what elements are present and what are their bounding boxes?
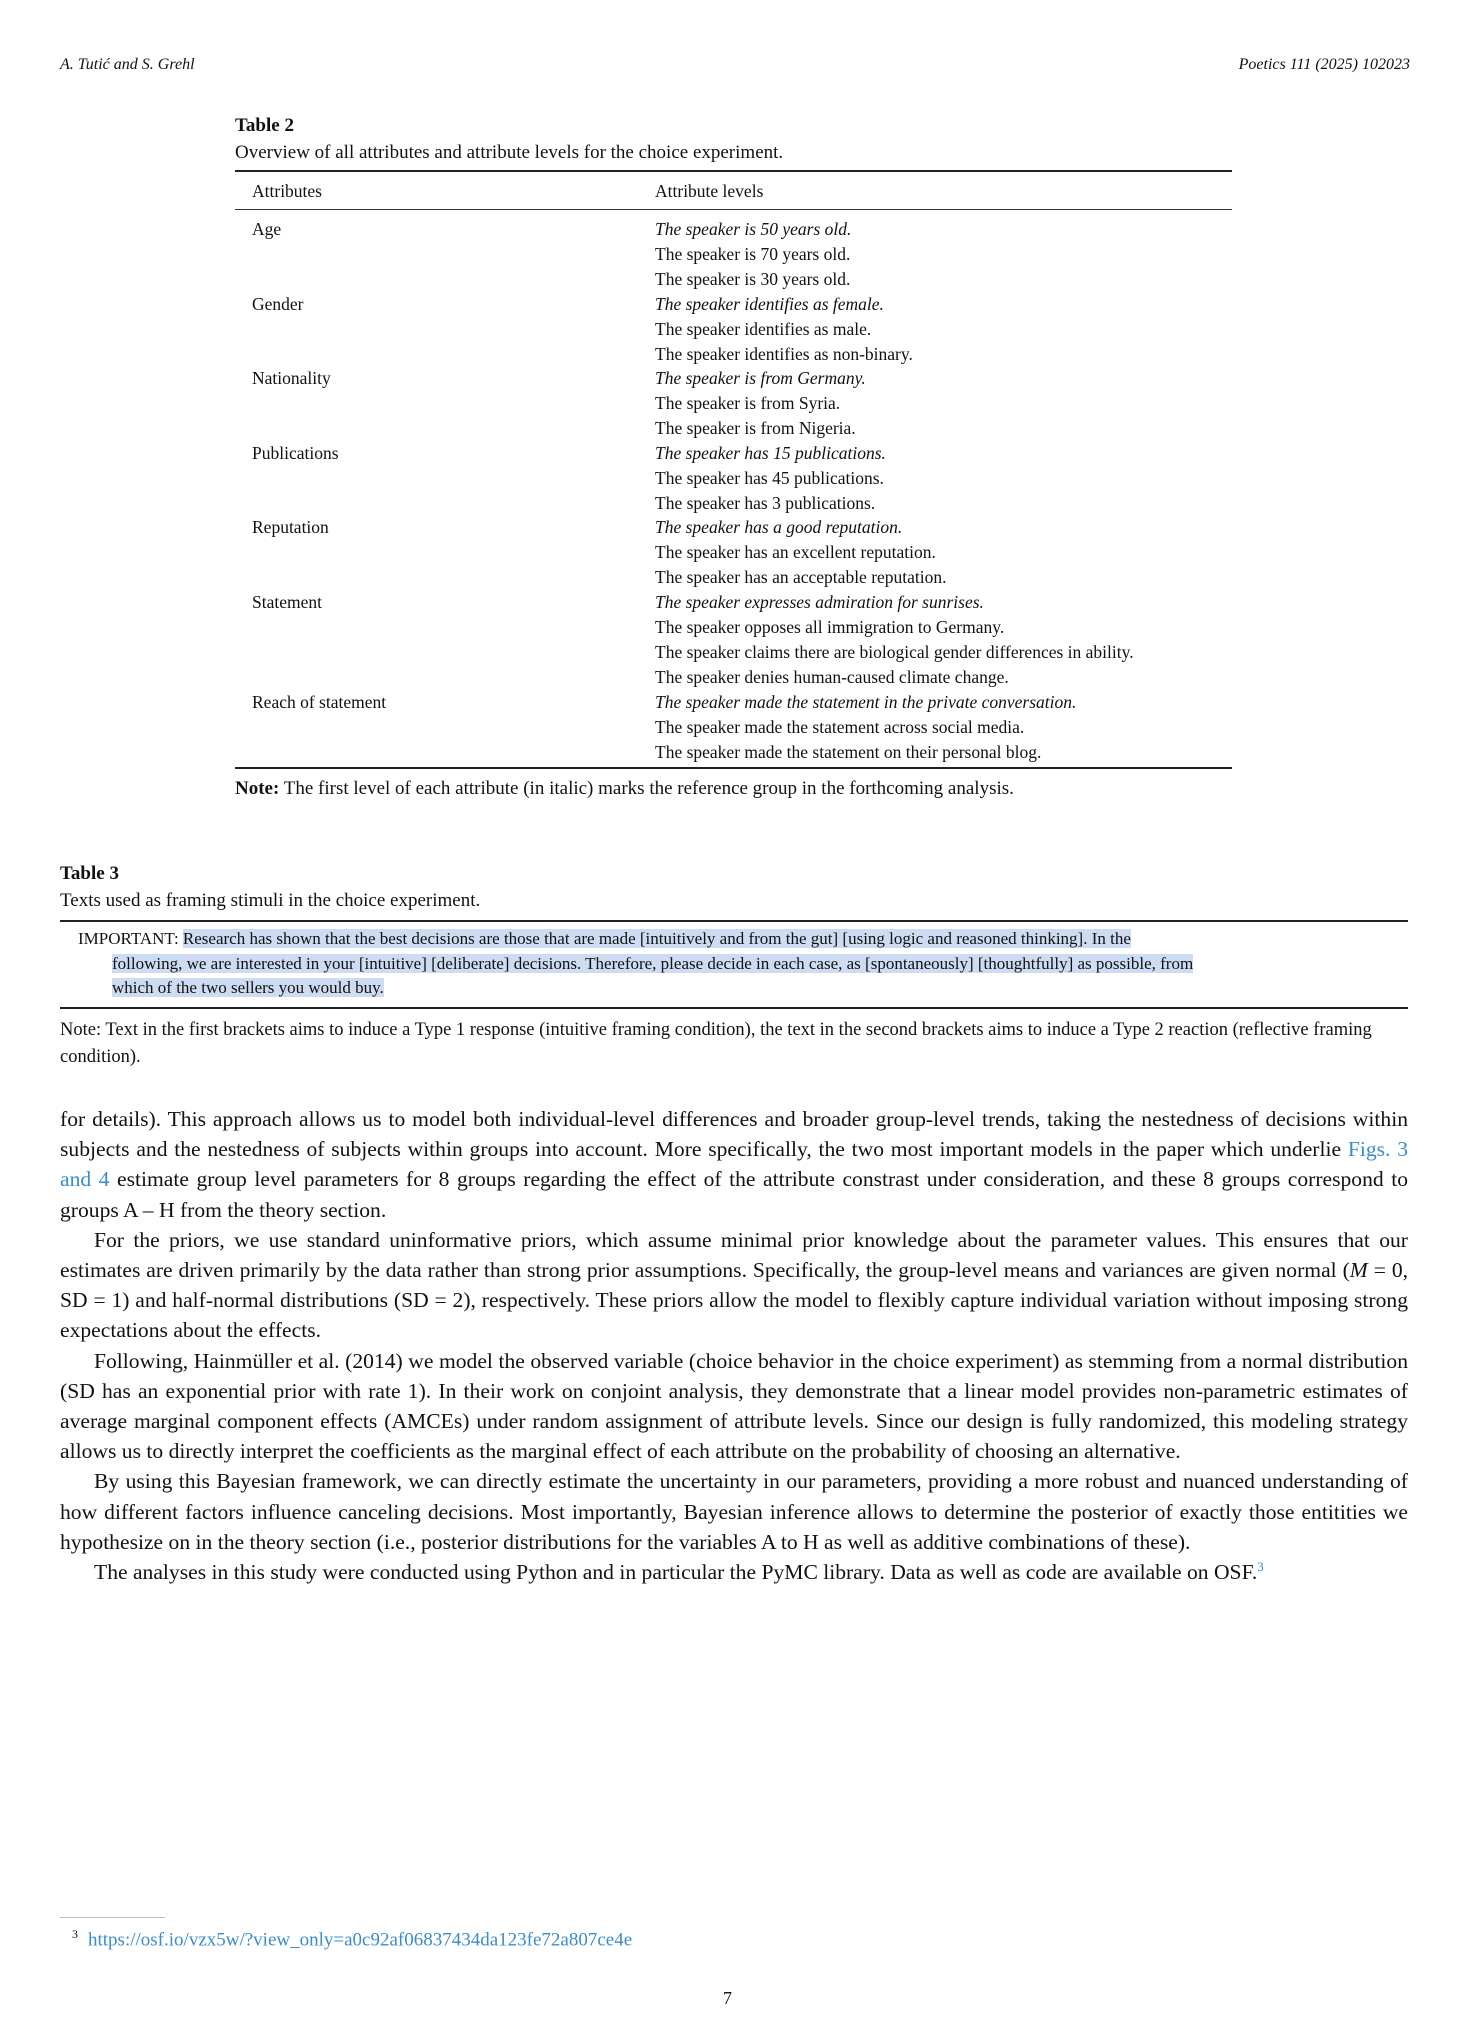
level: The speaker has 3 publications. [655, 492, 876, 513]
table2-attr-statement: Statement [252, 592, 322, 612]
level: The speaker made the statement on their personal blog. [655, 741, 1042, 762]
level: The speaker opposes all immigration to Germany. [655, 616, 1005, 637]
running-header-journal: Poetics 111 (2025) 102023 [1238, 56, 1410, 73]
level: The speaker claims there are biological gender differences in ability. [655, 641, 1134, 662]
framing-text-highlighted: which of the two sellers you would buy. [112, 978, 384, 997]
table2-attr-age: Age [252, 219, 282, 239]
framing-text-highlighted: following, we are interested in your [intuitive] [deliberate] decisions. Therefore, please decide in each case, as [spontaneously] [thoughtfully] as possible, from [112, 953, 1194, 973]
table2-caption [235, 112, 783, 166]
paragraph-4: By using this Bayesian framework, we can directly estimate the uncertainty in our parameters, providing a more robust and nuanced understanding of how different factors influence canceling decisions. Most importantly, Bayesian inference allows to determine the posterior of exactly those entitities we hypothesize on in the theory section (i.e., posterior distributions for the variables A to H as well as additive combinations of these). [60, 1469, 1408, 1554]
level-ref: The speaker has 15 publications. [655, 443, 886, 463]
table2-header-rule [235, 209, 1232, 210]
paragraph-2-text-a: For the priors, we use standard uninformative priors, which assume minimal prior knowledge about the parameter values. This ensures that our estimates are driven primarily by the data rather than strong prior assumptions. Specifically, the group-level means and variances are given normal ( [60, 1227, 1408, 1283]
osf-link[interactable]: https://osf.io/vzx5w/?view_only=a0c92af06837434da123fe72a807ce4e [88, 1929, 633, 1951]
paragraph-1-text-a: for details). This approach allows us to model both individual-level differences and broader group-level trends, taking the nestedness of decisions within subjects and the nestedness of subjects within groups into account. More specifically, the two most important models in the paper which underlie [60, 1107, 1408, 1162]
figs-3-4-link[interactable]: Figs. 3 and 4 [60, 1137, 1408, 1192]
level: The speaker denies human-caused climate change. [655, 666, 1009, 687]
footnote-number: 3 [72, 1927, 78, 1941]
level: The speaker made the statement across social media. [655, 716, 1025, 737]
framing-line-2 [78, 952, 1408, 977]
framing-text-highlighted: Research has shown that the best decisions are those that are made [intuitively and from the gut] [using logic and reasoned thinking]. In the [182, 929, 1131, 948]
level-ref: The speaker identifies as female. [655, 294, 884, 314]
table2-header-levels: Attribute levels [655, 181, 764, 201]
level-ref: The speaker made the statement in the private conversation. [655, 692, 1077, 712]
level: The speaker is 30 years old. [655, 268, 851, 289]
paragraph-2 [60, 1225, 1408, 1346]
paragraph-3: Following, Hainmüller et al. (2014) we model the observed variable (choice behavior in the choice experiment) as stemming from a normal distribution (SD has an exponential prior with rate 1). In their work on conjoint analysis, they demonstrate that a linear model provides non-parametric estimates of average marginal component effects (AMCEs) under random assignment of attribute levels. Since our design is fully randomized, this modeling strategy allows us to directly interpret the coefficients as the marginal effect of each attribute on the probability of choosing an alternative. [60, 1348, 1408, 1464]
table2-levels-publications [655, 441, 886, 516]
table2-note [235, 778, 1014, 800]
level: The speaker identifies as non-binary. [655, 343, 913, 364]
framing-prefix: IMPORTANT: [78, 929, 183, 948]
framing-line-1 [78, 927, 1408, 952]
table2-title: Overview of all attributes and attribute levels for the choice experiment. [235, 142, 784, 163]
footnote-separator [60, 1917, 165, 1918]
table3-title: Texts used as framing stimuli in the choice experiment. [60, 890, 481, 911]
table2-attr-reputation: Reputation [252, 517, 329, 537]
paragraph-5 [60, 1557, 1408, 1587]
table3-top-rule [60, 920, 1408, 922]
table2-levels-nationality [655, 366, 866, 441]
table2-bottom-rule [235, 767, 1232, 769]
level: The speaker identifies as male. [655, 318, 872, 339]
running-header-authors: A. Tutić and S. Grehl [60, 56, 195, 73]
table2-attr-gender: Gender [252, 294, 304, 314]
footnote-3 [72, 1927, 632, 1951]
level-ref: The speaker is 50 years old. [655, 219, 852, 239]
table2-top-rule [235, 170, 1232, 172]
level: The speaker is from Nigeria. [655, 417, 856, 438]
footnote-ref-3[interactable]: 3 [1257, 1558, 1264, 1574]
paragraph-1-text-b: estimate group level parameters for 8 groups regarding the effect of the attribute constrast under consideration, and these 8 groups correspond to groups A – H from the theory section. [60, 1167, 1408, 1222]
table2-levels-reputation [655, 515, 947, 590]
paragraph-2-text-b: = 0, SD = 1) and half-normal distributions (SD = 2), respectively. These priors allow the model to flexibly capture individual variation without imposing strong expectations about the effects. [60, 1258, 1409, 1343]
table2-levels-gender [655, 292, 913, 367]
paragraph-5-text: The analyses in this study were conducted using Python and in particular the PyMC library. Data as well as code are available on OSF. [94, 1560, 1258, 1585]
table2-levels-age [655, 217, 851, 292]
symbol-m: M [1349, 1258, 1368, 1283]
table3-bottom-rule [60, 1007, 1408, 1009]
level-ref: The speaker expresses admiration for sunrises. [655, 592, 984, 612]
body-text [60, 1104, 1408, 1587]
level-ref: The speaker is from Germany. [655, 368, 866, 388]
table3-framing-text [78, 927, 1408, 1001]
level: The speaker has an acceptable reputation. [655, 566, 947, 587]
framing-line-3 [78, 976, 1408, 1001]
table2-attr-reach: Reach of statement [252, 692, 387, 712]
level: The speaker has an excellent reputation. [655, 541, 936, 562]
level: The speaker is from Syria. [655, 392, 841, 413]
paragraph-1 [60, 1104, 1408, 1225]
table2-note-label: Note: [235, 778, 280, 799]
level-ref: The speaker has a good reputation. [655, 517, 903, 537]
table2-label: Table 2 [235, 115, 294, 136]
table3-label: Table 3 [60, 863, 119, 884]
level: The speaker has 45 publications. [655, 467, 884, 488]
table2-header-attributes: Attributes [252, 181, 322, 201]
table2-attr-publications: Publications [252, 443, 339, 463]
page-number: 7 [723, 1988, 732, 2008]
level: The speaker is 70 years old. [655, 243, 851, 264]
table2-note-text: The first level of each attribute (in italic) marks the reference group in the forthcoming analysis. [279, 778, 1014, 799]
table2-levels-reach [655, 690, 1076, 765]
table3-note: Note: Text in the first brackets aims to induce a Type 1 response (intuitive framing condition), the text in the second brackets aims to induce a Type 2 reaction (reflective framing condition). [60, 1020, 1372, 1067]
table2-levels-statement [655, 590, 1134, 690]
table2-attr-nationality: Nationality [252, 368, 331, 388]
table3-caption [60, 860, 480, 914]
